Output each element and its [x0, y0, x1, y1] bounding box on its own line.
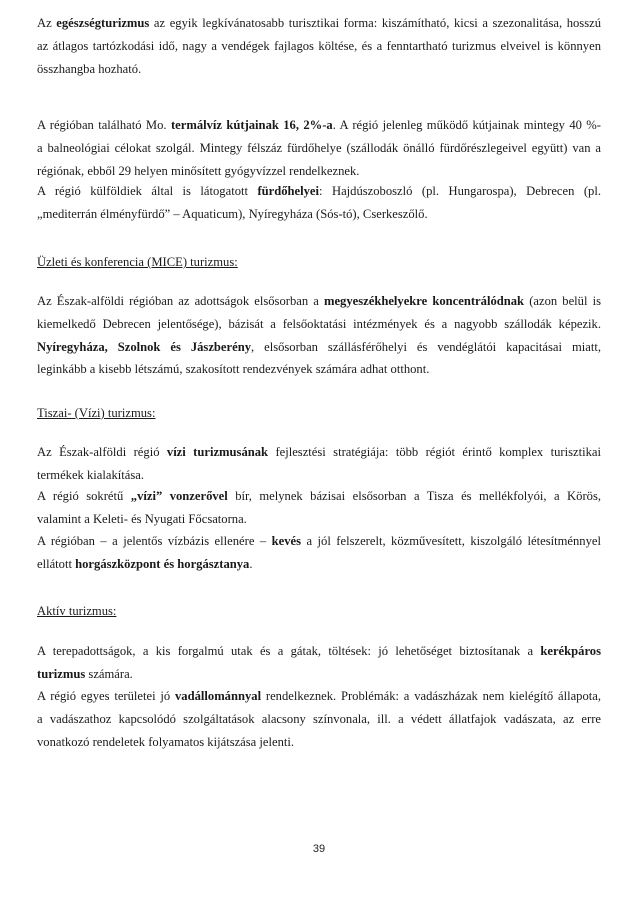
bold-phrase: kerékpáros	[540, 644, 601, 658]
text-line: termékek kialakítása.	[37, 467, 144, 482]
bold-phrase: vadállománnyal	[175, 689, 262, 703]
text-line: leginkább a kisebb létszámú, szakosított rendezvények számára adhat otthont.	[37, 362, 430, 377]
text-line: vonatkozó rendeletek folyamatos kijátszása jelenti.	[37, 734, 295, 749]
text-line: A régió egyes területei jó vadállománnyal rendelkeznek. Problémák: a vadászházak nem kielégítő állapota,	[37, 689, 601, 703]
bold-phrase: „vízi” vonzerővel	[130, 489, 228, 503]
text-line: A régióban található Mo. termálvíz kútjainak 16, 2%-a. A régió jelenleg működő kútjainak mintegy 40 %-	[37, 118, 601, 132]
bold-phrase: vízi turizmusának	[166, 445, 269, 459]
water-heading-text: Tiszai- (Vízi) turizmus:	[37, 406, 156, 420]
text-line: A régió sokrétű „vízi” vonzerővel bír, melynek bázisai elsősorban a Tisza és mellékfolyói, a Körös,	[37, 489, 601, 503]
water-paragraph-3	[37, 530, 601, 576]
text-line: A régióban – a jelentős vízbázis ellenére – kevés a jól felszerelt, közművesített, kiszolgáló létesítménnyel	[37, 534, 601, 548]
text-line: valamint a Keleti- és Nyugati Főcsatorna.	[37, 511, 247, 526]
text-line: az átlagos tartózkodási idő, nagy a vendégek fajlagos költése, és a fenntartható turizmus elveivel is könnyen	[37, 38, 601, 53]
text-line: „mediterrán élményfürdő” – Aquaticum), Nyíregyháza (Sós-tó), Cserkeszőlő.	[37, 206, 428, 221]
active-heading	[37, 600, 601, 623]
text-line: turizmus számára.	[37, 666, 133, 681]
health-tourism-paragraph-3	[37, 180, 601, 226]
bold-phrase: egészségturizmus	[56, 16, 150, 30]
text-line: Az Észak-alföldi régióban az adottságok elsősorban a megyeszékhelyekre koncentrálódnak (azon belül is	[37, 294, 601, 308]
water-paragraph-2	[37, 485, 601, 531]
bold-phrase: megyeszékhelyekre koncentrálódnak	[323, 294, 525, 308]
bold-phrase: turizmus	[37, 666, 86, 681]
text-line: régiónak, ebből 29 helyen minősített gyógyvízzel rendelkeznek.	[37, 163, 360, 178]
text-line: ellátott horgászközpont és horgásztanya.	[37, 556, 253, 571]
text-line: A terepadottságok, a kis forgalmú utak és a gátak, töltések: jó lehetőséget biztosítanak a kerékpáros	[37, 644, 601, 658]
mice-heading	[37, 251, 601, 274]
bold-phrase: kevés	[271, 534, 302, 548]
mice-heading-text: Üzleti és konferencia (MICE) turizmus:	[37, 255, 238, 269]
active-paragraph-2	[37, 685, 601, 753]
active-paragraph-1	[37, 640, 601, 686]
water-paragraph-1	[37, 441, 601, 487]
text-line: kiemelkedő Debrecen jelentősége), bázisát a felsőoktatási intézmények és a nagyobb szállodák képezik.	[37, 316, 601, 331]
bold-phrase: termálvíz kútjainak 16, 2%-a	[170, 118, 333, 132]
active-heading-text: Aktív turizmus:	[37, 604, 117, 618]
text-line: a vadászathoz kapcsolódó szolgáltatások alacsony színvonala, ill. a védett állatfajok vadászata, az erre	[37, 711, 601, 726]
water-heading	[37, 402, 601, 425]
text-line: összhangba hozható.	[37, 61, 142, 76]
mice-paragraph	[37, 290, 601, 381]
text-line: Nyíregyháza, Szolnok és Jászberény, elsősorban szállásférőhelyi és vendéglátói kapacitásai miatt,	[37, 339, 602, 354]
text-line: A régió külföldiek által is látogatott fürdőhelyei: Hajdúszoboszló (pl. Hungarospa), Debrecen (pl.	[37, 184, 601, 198]
text-line: a balneológiai célokat szolgál. Mintegy félszáz fürdőhelye (szállodák önálló fürdőrészlegeivel együtt) van a	[37, 140, 601, 155]
health-tourism-paragraph-2	[37, 114, 601, 182]
bold-phrase: horgászközpont és horgásztanya	[75, 556, 250, 571]
health-tourism-paragraph-1	[37, 12, 601, 80]
text-line: Az egészségturizmus az egyik legkívánatosabb turisztikai forma: kiszámítható, kicsi a szezonalitása, hosszú	[37, 16, 601, 30]
page-number: 39	[312, 843, 326, 855]
bold-phrase: Nyíregyháza, Szolnok és Jászberény	[37, 339, 251, 354]
bold-phrase: fürdőhelyei	[257, 184, 320, 198]
text-line: Az Észak-alföldi régió vízi turizmusának fejlesztési stratégiája: több régiót érintő komplex turisztikai	[37, 445, 601, 459]
